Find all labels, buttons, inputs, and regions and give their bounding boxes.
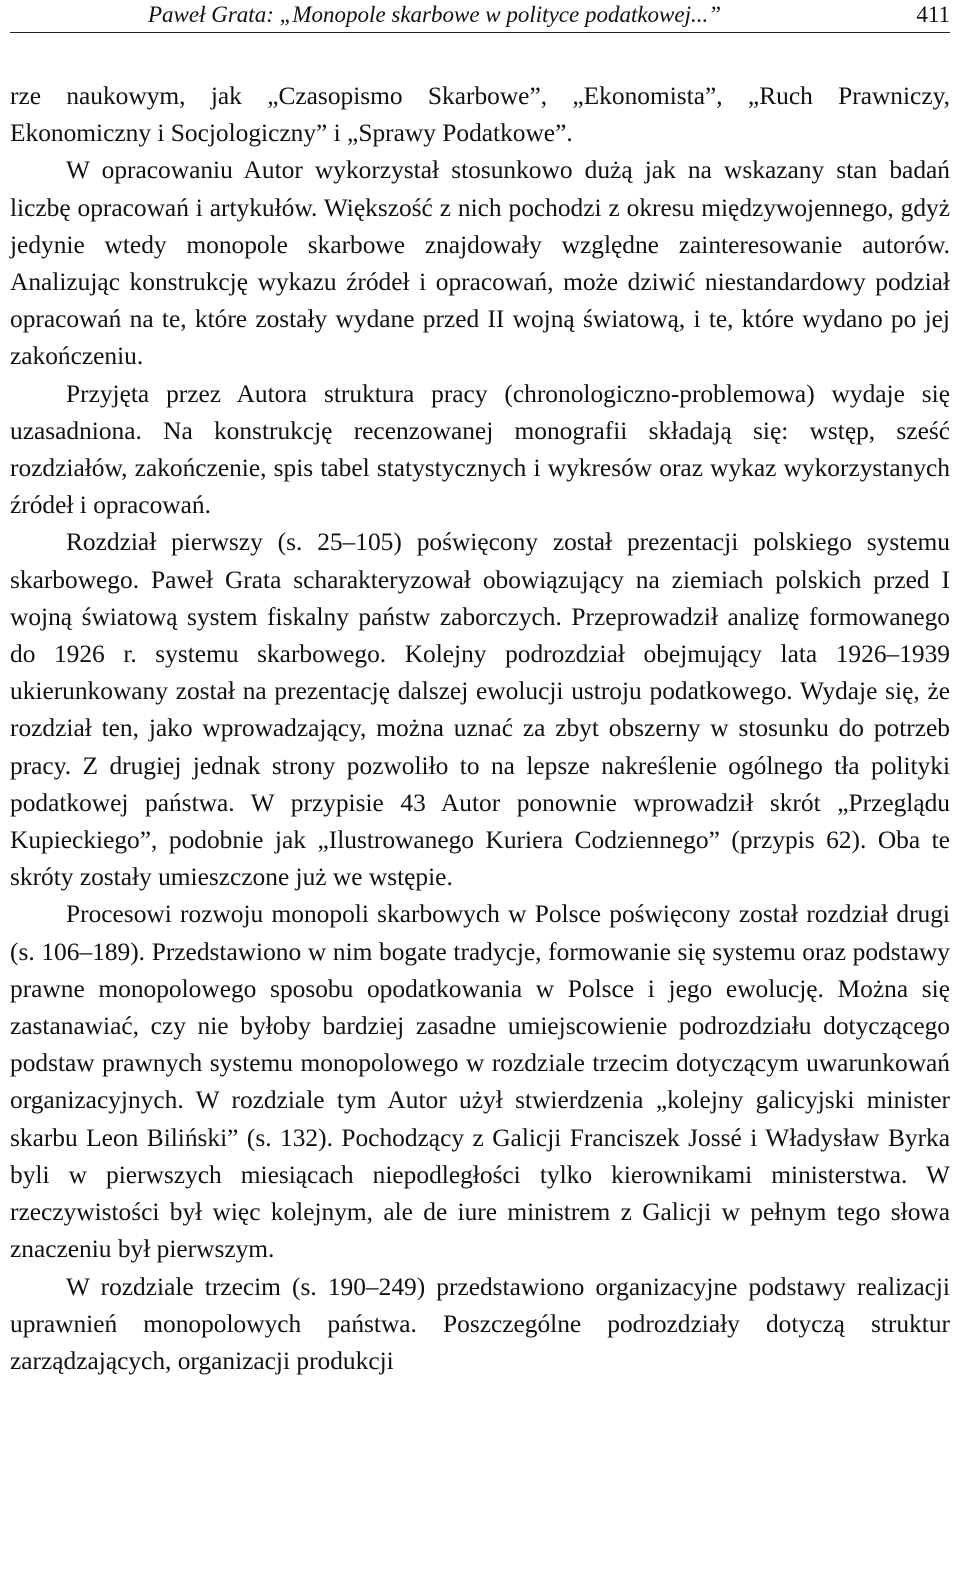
paragraph: Przyjęta przez Autora struktura pracy (chronologiczno-problemowa) wydaje się uzasadniona. Na konstrukcję recenzowanej monografii składają się: wstęp, sześć rozdziałów, zakończenie, spis tabel statystycznych i wykresów oraz wykaz wykorzystanych źródeł i opracowań.: [10, 379, 950, 520]
paragraph: rze naukowym, jak „Czasopismo Skarbowe”, „Ekonomista”, „Ruch Prawniczy, Ekonomiczny i Socjologiczny” i „Sprawy Podatkowe”.: [10, 82, 950, 148]
paragraph: W rozdziale trzecim (s. 190–249) przedstawiono organizacyjne podstawy realizacji uprawnień monopolowych państwa. Poszczególne podrozdziały dotyczą struktur zarządzających, organizacji produkcji: [10, 1272, 950, 1375]
running-title: Paweł Grata: „Monopole skarbowe w polityce podatkowej...”: [148, 2, 722, 27]
paragraph: Procesowi rozwoju monopoli skarbowych w Polsce poświęcony został rozdział drugi (s. 106–189). Przedstawiono w nim bogate tradycje, formowanie się systemu oraz podstawy prawne monopolowego sposobu opodatkowania w Polsce i jego ewolucję. Można się zastanawiać, czy nie byłoby bardziej zasadne umiejscowienie podrozdziału dotyczącego podstaw prawnych systemu monopolowego w rozdziale trzecim dotyczącym uwarunkowań organizacyjnych. W rozdziale tym Autor użył stwierdzenia „kolejny galicyjski minister skarbu Leon Biliński” (s. 132). Pochodzący z Galicji Franciszek Jossé i Władysław Byrka byli w pierwszych miesiącach niepodległości tylko kierownikami ministerstwa. W rzeczywistości był więc kolejnym, ale de iure ministrem z Galicji w pełnym tego słowa znaczeniu był pierwszym.: [10, 900, 950, 1264]
page-number: 411: [916, 2, 950, 27]
paragraph: W opracowaniu Autor wykorzystał stosunkowo dużą jak na wskazany stan badań liczbę opracowań i artykułów. Większość z nich pochodzi z okresu międzywojennego, gdyż jedynie wtedy monopole skarbowe znajdowały względne zainteresowanie autorów. Analizując konstrukcję wykazu źródeł i opracowań, może dziwić niestandardowy podział opracowań na te, które zostały wydane przed II wojną światową, i te, które wydano po jej zakończeniu.: [10, 156, 950, 371]
paragraph: Rozdział pierwszy (s. 25–105) poświęcony został prezentacji polskiego systemu skarbowego. Paweł Grata scharakteryzował obowiązujący na ziemiach polskich przed I wojną światową system fiskalny państw zaborczych. Przeprowadził analizę formowanego do 1926 r. systemu skarbowego. Kolejny podrozdział obejmujący lata 1926–1939 ukierunkowany został na prezentację dalszej ewolucji ustroju podatkowego. Wydaje się, że rozdział ten, jako wprowadzający, można uznać za zbyt obszerny w stosunku do potrzeb pracy. Z drugiej jednak strony pozwoliło to na lepsze nakreślenie ogólnego tła polityki podatkowej państwa. W przypisie 43 Autor ponownie wprowadził skrót „Przeglądu Kupieckiego”, podobnie jak „Ilustrowanego Kuriera Codziennego” (przypis 62). Oba te skróty zostały umieszczone już we wstępie.: [10, 528, 950, 892]
body-text: [10, 78, 950, 1380]
document-page: [10, 0, 950, 1380]
running-header: [10, 0, 950, 33]
